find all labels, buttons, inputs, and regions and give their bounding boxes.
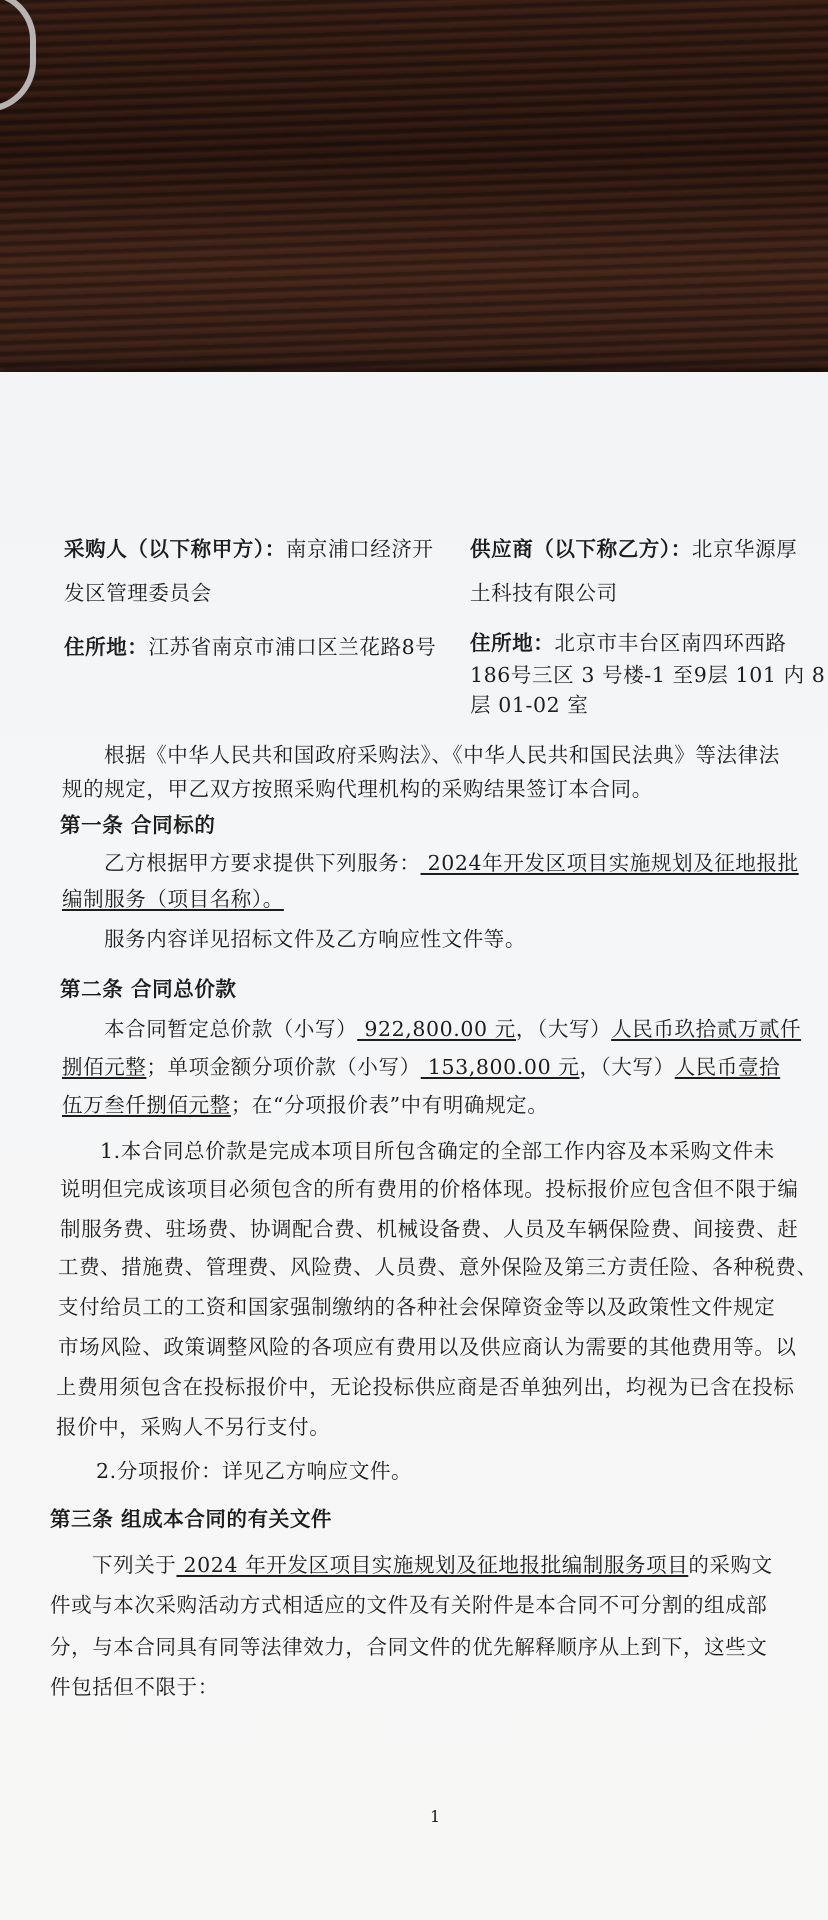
supplier-address-2: 186号三区 3 号楼-1 至9层 101 内 8	[470, 663, 826, 687]
item-small-amount: 153,800.00 元	[420, 1055, 580, 1079]
article-3-tail: 的采购文	[688, 1553, 773, 1577]
total-small-amount: 922,800.00 元	[357, 1017, 516, 1041]
total-large-amount-cont: 捌佰元整	[62, 1055, 147, 1079]
total-large-label: ，（大写）	[515, 1017, 612, 1041]
p1-line: 市场风险、政策调整风险的各项应有费用以及供应商认为需要的其他费用等。以	[58, 1335, 797, 1359]
total-small-label: 本合同暂定总价款（小写）	[104, 1017, 358, 1041]
article-3-line: 件或与本次采购活动方式相适应的文件及有关附件是本合同不可分割的组成部	[50, 1593, 768, 1617]
article-2-line-2	[62, 1050, 780, 1080]
article-1-line-3: 服务内容详见招标文件及乙方响应性文件等。	[104, 927, 526, 951]
purchaser-label: 采购人（以下称甲方）：	[64, 537, 286, 561]
purchaser-name: 南京浦口经济开	[285, 537, 434, 561]
item-small-label: ；单项金额分项价款（小写）	[146, 1055, 421, 1079]
item-large-amount: 人民币壹拾	[674, 1055, 781, 1079]
supplier-line-2: 土科技有限公司	[470, 581, 618, 605]
article-1-line-2: 编制服务（项目名称）。	[62, 887, 284, 911]
article-3-line-1	[92, 1548, 773, 1578]
supplier-address-3: 层 01-02 室	[470, 693, 589, 717]
article-1-line-1	[104, 846, 799, 876]
article-2-line-3	[62, 1088, 548, 1118]
p1-line: 上费用须包含在投标报价中，无论投标供应商是否单独列出，均视为已含在投标	[56, 1375, 795, 1399]
total-large-amount: 人民币玖拾贰万贰仟	[611, 1017, 802, 1041]
supplier-name: 北京华源厚	[691, 537, 798, 561]
project-name: 2024年开发区项目实施规划及征地报批	[420, 851, 799, 875]
article-3-line: 件包括但不限于：	[50, 1675, 219, 1699]
p1-line: 1.本合同总价款是完成本项目所包含确定的全部工作内容及本采购文件未	[100, 1139, 775, 1163]
address-label: 住所地：	[64, 635, 149, 659]
article-3-line: 分，与本合同具有同等法律效力，合同文件的优先解释顺序从上到下，这些文	[50, 1635, 768, 1659]
address-label: 住所地：	[470, 631, 555, 655]
purchaser-line-1	[64, 532, 434, 562]
p1-line: 说明但完成该项目必须包含的所有费用的价格体现。投标报价应包含但不限于编	[60, 1177, 799, 1201]
service-intro: 乙方根据甲方要求提供下列服务：	[104, 851, 421, 875]
item-note: ；在“分项报价表”中有明确规定。	[230, 1093, 549, 1117]
supplier-address-1	[470, 626, 787, 656]
article-3-intro: 下列关于	[92, 1553, 177, 1577]
intro-line-1: 根据《中华人民共和国政府采购法》、《中华人民共和国民法典》等法律法	[104, 743, 780, 767]
article-2-line-1	[104, 1012, 801, 1042]
purchaser-line-2: 发区管理委员会	[64, 581, 212, 605]
purchaser-address	[64, 630, 436, 660]
item-large-label: ，（大写）	[579, 1055, 675, 1079]
supplier-label: 供应商（以下称乙方）：	[470, 537, 692, 561]
p1-line: 报价中，采购人不另行支付。	[56, 1415, 331, 1439]
article-3-project: 2024 年开发区项目实施规划及征地报批编制服务项目	[176, 1553, 689, 1577]
article-1-title: 第一条 合同标的	[60, 813, 216, 837]
p1-line: 支付给员工的工资和国家强制缴纳的各种社会保障资金等以及政策性文件规定	[58, 1295, 776, 1319]
p1-line: 制服务费、驻场费、协调配合费、机械设备费、人员及车辆保险费、间接费、赶	[60, 1217, 799, 1241]
contract-page	[0, 372, 828, 1920]
article-3-title: 第三条 组成本合同的有关文件	[50, 1507, 333, 1531]
purchaser-address-value: 江苏省南京市浦口区兰花路8号	[148, 635, 437, 659]
supplier-address-value: 北京市丰台区南四环西路	[554, 631, 787, 655]
intro-line-2: 规的规定，甲乙双方按照采购代理机构的采购结果签订本合同。	[62, 777, 653, 801]
p1-line: 工费、措施费、管理费、风险费、人员费、意外保险及第三方责任险、各种税费、	[58, 1255, 818, 1279]
article-2-title: 第二条 合同总价款	[60, 977, 237, 1001]
item-large-amount-cont: 伍万叁仟捌佰元整	[62, 1093, 231, 1117]
supplier-line-1	[470, 532, 797, 562]
page-number: 1	[430, 1807, 441, 1826]
wooden-table-background	[0, 0, 828, 380]
p2-line: 2.分项报价：详见乙方响应文件。	[96, 1459, 413, 1483]
